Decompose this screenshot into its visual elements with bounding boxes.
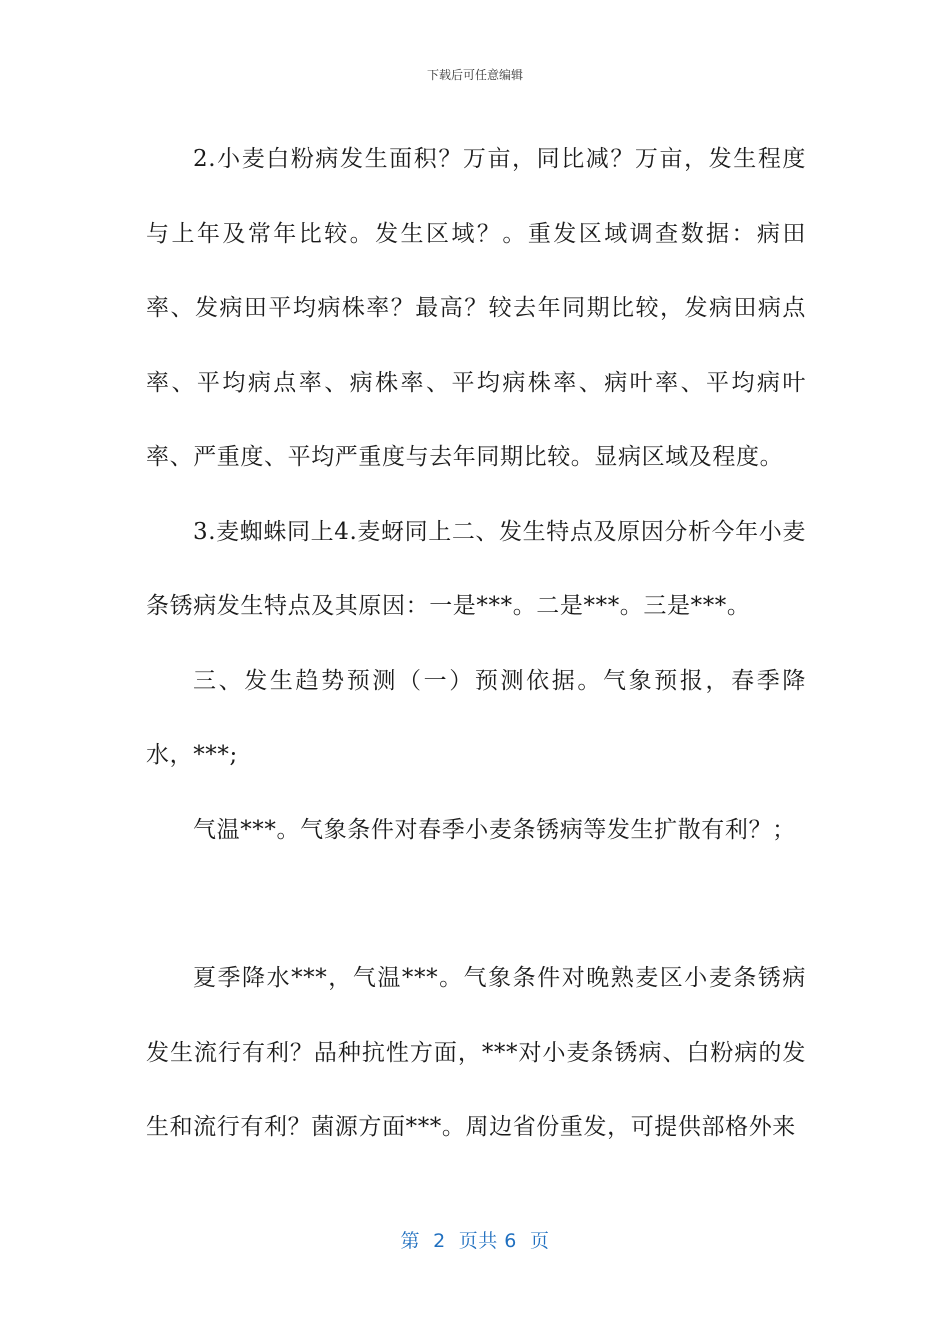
page-footer: 第 2 页共 6 页 [400,1230,550,1252]
paragraph-temperature: 气温***。气象条件对春季小麦条锈病等发生扩散有利？； [193,816,796,843]
document-body [146,122,806,1165]
paragraph-summer: 夏季降水***，气温***。气象条件对晚熟麦区小麦条锈病发生流行有利？品种抗性方面，***对小麦条锈病、白粉病的发生和流行有利？菌源方面***。周边省份重发，可提供部格外来 [146,965,806,1140]
paragraph-forecast-basis: 三、发生趋势预测（一）预测依据。气象预报，春季降水，***; [146,667,806,768]
paragraph-spider-aphid: 3.麦蜘蛛同上4.麦蚜同上二、发生特点及原因分析今年小麦条锈病发生特点及其原因：一是***。二是***。三是***。 [146,518,806,619]
header-note: 下载后可任意编辑 [426,68,523,82]
paragraph-gap [146,867,806,941]
paragraph-powdery-mildew: 2.小麦白粉病发生面积？万亩，同比减？万亩，发生程度与上年及常年比较。发生区域？。重发区域调查数据：病田率、发病田平均病株率？最高？较去年同期比较，发病田病点率、平均病点率、病株率、平均病株率、病叶率、平均病叶率、严重度、平均严重度与去年同期比较。显病区域及程度。 [146,146,806,470]
